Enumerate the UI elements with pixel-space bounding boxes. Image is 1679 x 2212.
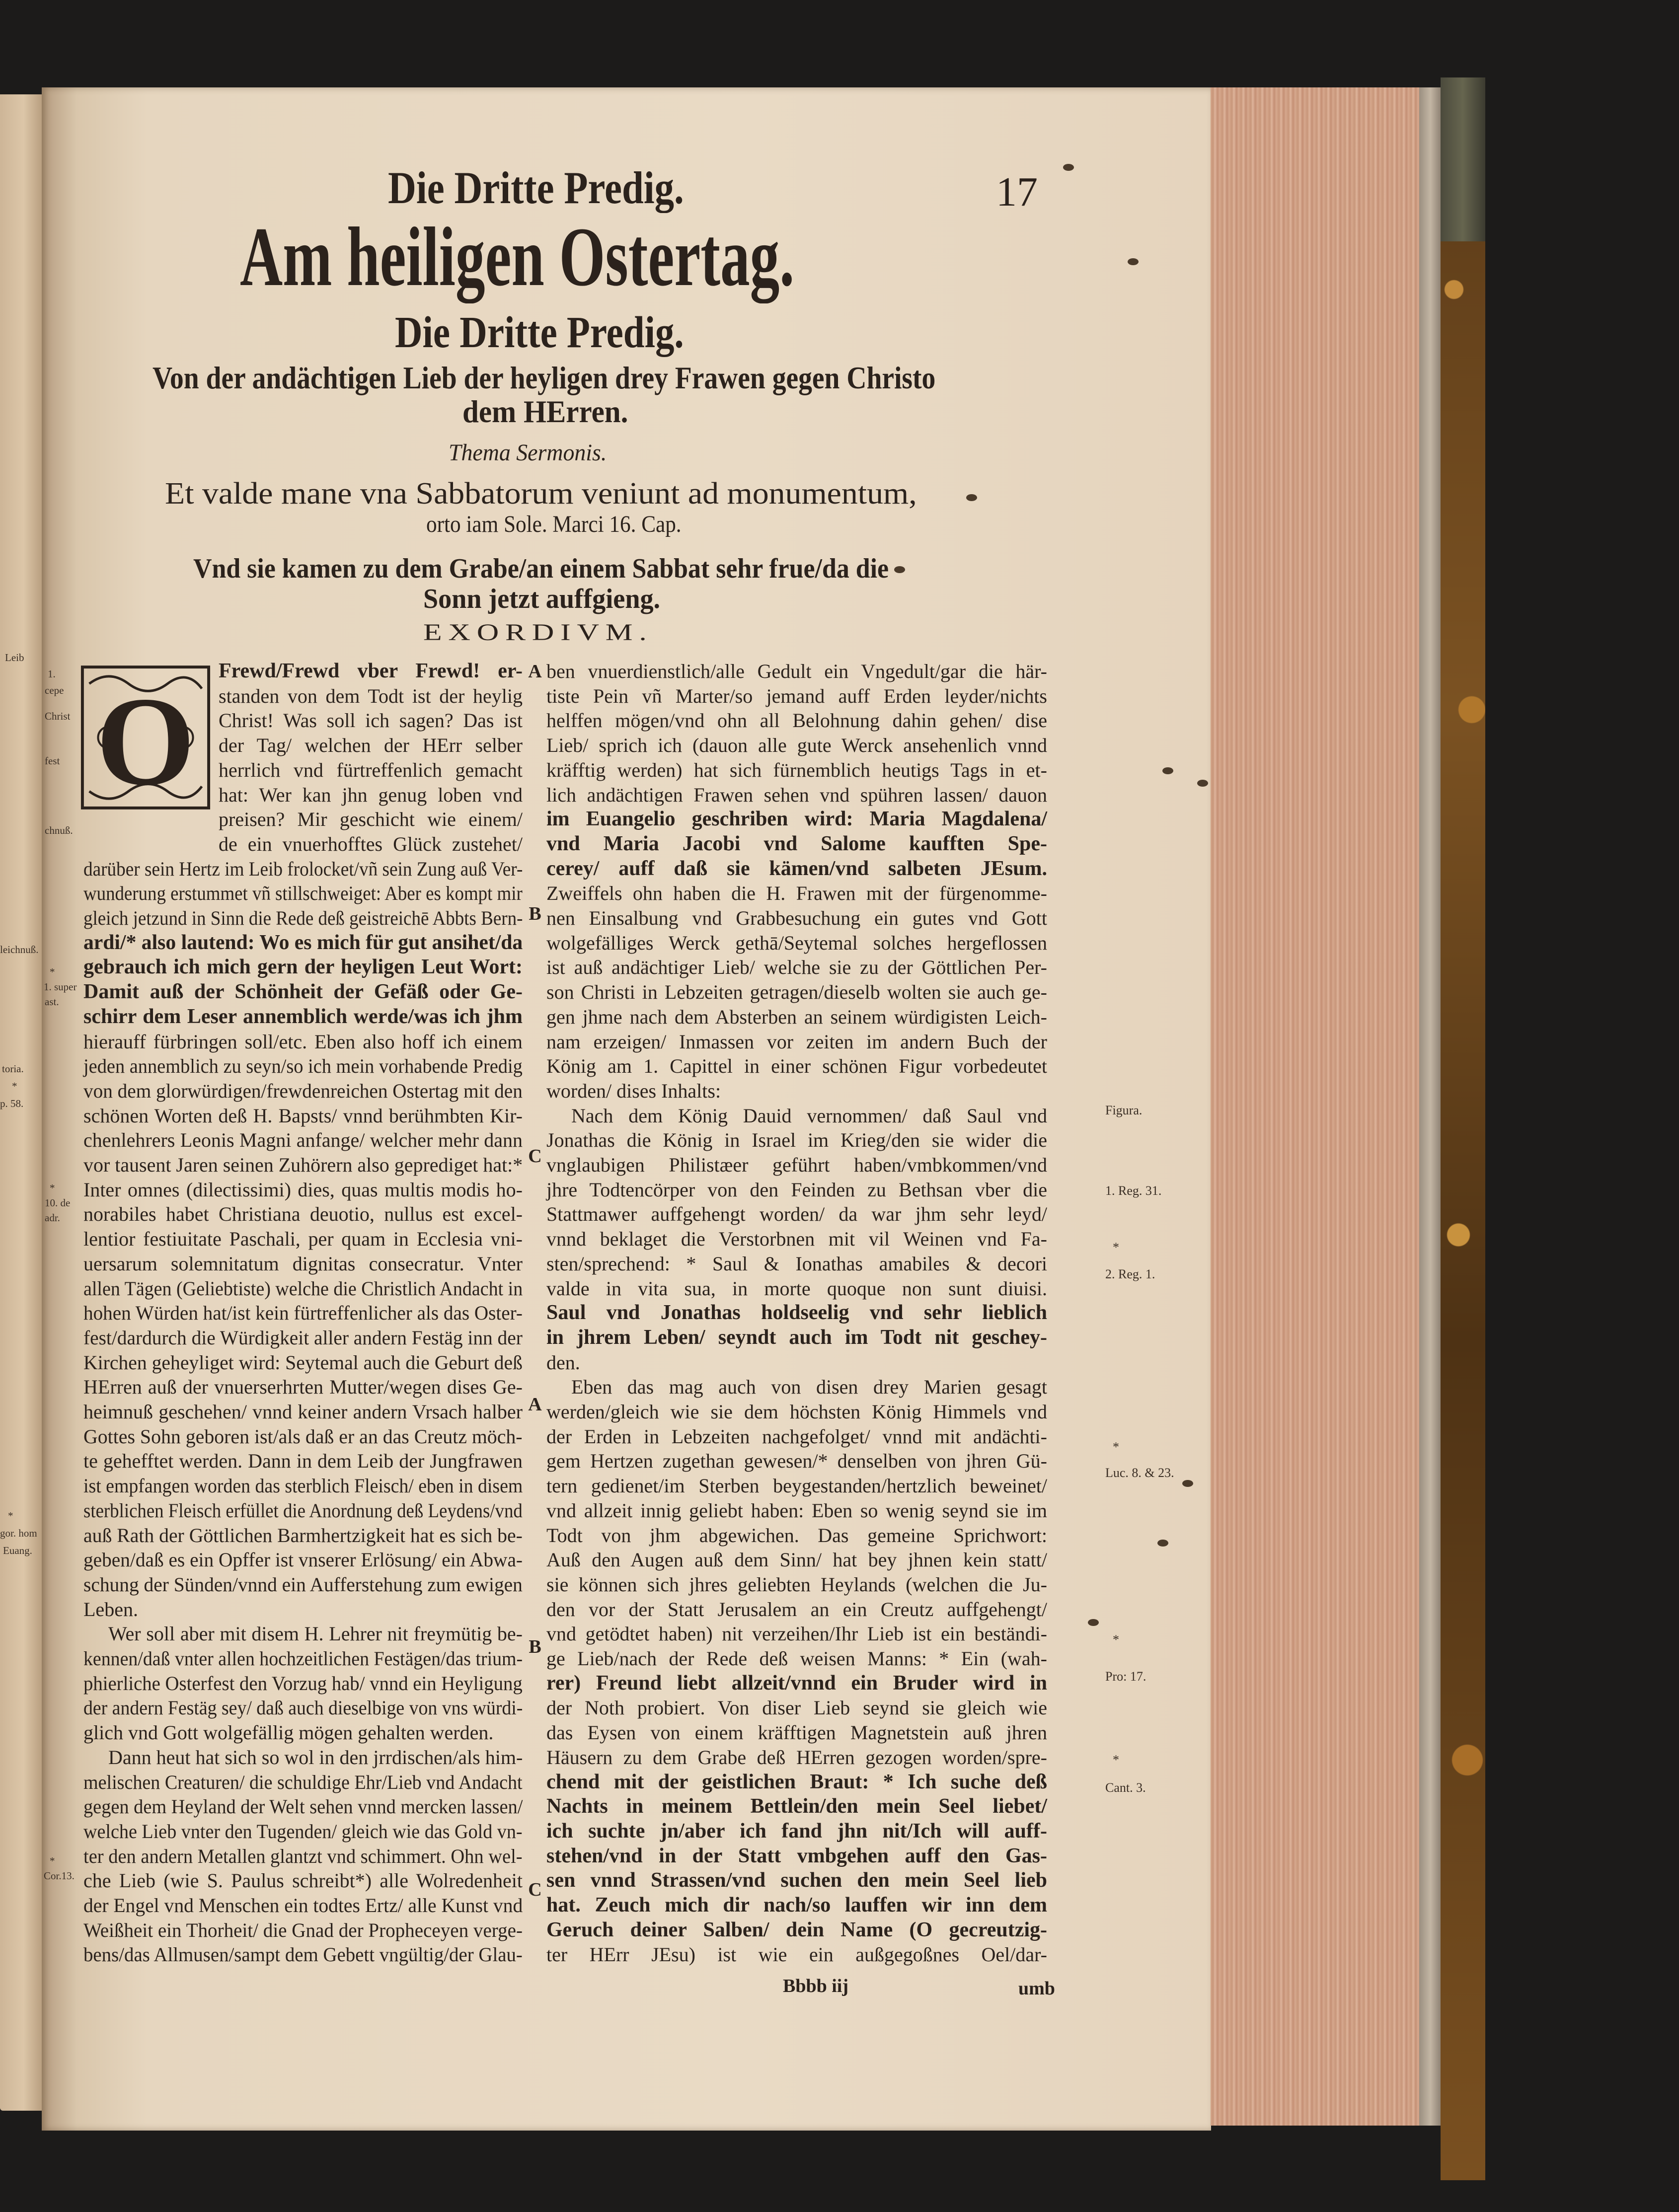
text-line: ist empfangen worden das sterblich Fleisch/ eben in disem (83, 1475, 523, 1497)
text-line: Kirchen geheyliget wird: Seytemal auch die Geburt deß (83, 1351, 523, 1374)
text-line: geben/daß es ein Opffer ist vnserer Erlösung/ ein Abwa- (83, 1548, 523, 1571)
text-line: darüber sein Hertz im Leib frolocket/vñ sein Zung auß Ver- (83, 857, 523, 880)
text-line: der Noth probiert. Von diser Lieb seynd sie gleich wie (546, 1696, 1047, 1719)
topic-line-2: dem HErren. (462, 394, 628, 429)
text-line: kräfftig werden) hat sich fürnemblich heutigs Tags in et- (546, 758, 1047, 781)
text-line: gen jhme nach dem Absterben an seinem würdigisten Leich- (546, 1005, 1047, 1028)
text-line: ben vnuerdienstlich/alle Gedult ein Vngedult/gar die här- (546, 660, 1047, 682)
text-line: schirr dem Leser annemblich werde/was ich jhm (83, 1005, 523, 1028)
section-mark: B (529, 903, 541, 924)
text-line: worden/ dises Inhalts: (546, 1079, 721, 1102)
text-line: in jhrem Leben/ seyndt auch im Todt nit geschey- (546, 1326, 1047, 1349)
text-line: der Tag/ welchen der HErr selber (219, 734, 523, 757)
text-line: König am 1. Capittel in einer schönen Figur vorbedeutet (546, 1055, 1047, 1078)
binding-band (1441, 77, 1485, 241)
text-line: hierauff fürbringen soll/etc. Eben also hoff ich einem (83, 1030, 523, 1053)
margin-note: chnuß. (45, 824, 73, 836)
text-line: heimnuß geschehen/ vnnd keiner andern Vrsach halber (83, 1401, 523, 1423)
text-line: der Engel vnd Menschen ein todtes Ertz/ alle Kunst vnd (83, 1894, 523, 1917)
text-line: jeden annemblich zu seyn/so ich mein vorhabende Predig (83, 1055, 523, 1078)
margin-note: cepe (45, 684, 64, 696)
text-line: schönen Worten deß H. Bapsts/ vnnd berühmbten Kir- (83, 1104, 523, 1127)
section-mark: C (528, 1879, 542, 1900)
text-line: tern gedienet/im Sterben beygestanden/hertzlich beweinet/ (546, 1475, 1047, 1497)
catchword: umb (1018, 1978, 1055, 1999)
text-line: Damit auß der Schönheit der Gefäß oder Ge- (83, 980, 523, 1004)
text-line: vnd allzeit innig geliebt haben: Eben so wenig seynd sie im (546, 1499, 1047, 1522)
wormhole (1063, 164, 1074, 171)
wormhole (1197, 780, 1208, 787)
text-line: chenlehrers Leonis Magni anfange/ welcher mehr dann (83, 1129, 523, 1152)
wormhole (966, 494, 977, 501)
text-line: Todt von jhm abgewichen. Das gemeine Sprichwort: (546, 1524, 1047, 1547)
margin-note: adr. (45, 1212, 60, 1224)
text-line: von dem glorwürdigen/frewdenreichen Ostertag mit den (83, 1079, 523, 1102)
margin-note: Figura. (1105, 1103, 1143, 1117)
text-line: standen von dem Todt ist der heylig (219, 684, 523, 707)
text-line: Christ! Was soll ich sagen? Das ist (219, 709, 523, 732)
text-line: ter HErr JEsu) ist wie ein außgegoßnes Oel/dar- (546, 1943, 1047, 1966)
text-line: nen Einsalbung vnd Grabbesuchung ein gutes vnd Gott (546, 907, 1047, 929)
text-line: allen Tägen (Geliebtiste) welche die Christlich Andacht in (83, 1277, 523, 1300)
text-line: werden/gleich wie sie dem höchsten König Himmels vnd (546, 1401, 1047, 1423)
text-line: Wer soll aber mit disem H. Lehrer nit freymütig be- (108, 1622, 523, 1645)
text-line: gegen dem Heyland der Welt sehen vnnd mercken lassen/ (83, 1795, 523, 1818)
text-line: Eben das mag auch von disen drey Marien gesagt (571, 1376, 1047, 1399)
text-line: vnglaubigen Philistæer geführt haben/vmbkommen/vnd (546, 1154, 1047, 1176)
wormhole (894, 566, 905, 573)
text-line: ardi/* also lautend: Wo es mich für gut ansihet/da (83, 931, 523, 954)
margin-note: Luc. 8. & 23. (1105, 1466, 1174, 1480)
text-line: sie können sich jhres geliebten Heylands (welchen die Ju- (546, 1573, 1047, 1596)
ornamental-initial-icon (79, 663, 212, 812)
margin-note: gor. hom (0, 1527, 37, 1539)
margin-note: Pro: 17. (1105, 1669, 1146, 1684)
margin-note: p. 58. (0, 1098, 24, 1109)
text-line: Leben. (83, 1598, 138, 1621)
margin-note: * (1113, 1753, 1119, 1767)
margin-note: Cor.13. (44, 1870, 75, 1882)
text-line: sten/sprechend: * Saul & Ionathas amabiles & decori (546, 1252, 1047, 1275)
text-line: phierliche Osterfest den Vorzug hab/ vnnd ein Heyligung (83, 1672, 523, 1695)
text-line: Lieb/ sprich ich (dauon alle gute Werck ansehenlich vnnd (546, 734, 1047, 757)
text-line: gebrauch ich mich gern der heyligen Leut Wort: (83, 956, 523, 979)
margin-note: 1. Reg. 31. (1105, 1183, 1162, 1198)
text-line: hohen Würden hat/ist kein fürtreffenlicher als das Oster- (83, 1302, 523, 1325)
text-line: nam erzeigen/ Inmassen vor zeiten im andern Buch der (546, 1030, 1047, 1053)
text-line: son Christi in Lebzeiten getragen/dieselb wolten sie auch ge- (546, 981, 1047, 1004)
text-line: cerey/ auff daß sie kämen/vnd salbeten JEsum. (546, 857, 1047, 880)
thema-latin-1: Et valde mane vna Sabbatorum veniunt ad monumentum, (165, 477, 917, 511)
text-line: Dann heut hat sich so wol in den jrrdischen/als him- (108, 1746, 523, 1769)
margin-note: fest (45, 755, 60, 767)
margin-note: leichnuß. (0, 944, 39, 956)
text-line: Weißheit ein Thorheit/ die Gnad der Propheceyen verge- (83, 1918, 523, 1941)
text-line: valde in vita sua, in morte quoque non sunt diuisi. (546, 1277, 1047, 1300)
thema-german-2: Sonn jetzt auffgieng. (423, 584, 661, 614)
running-title: Die Dritte Predig. (388, 162, 684, 213)
wormhole (1182, 1480, 1193, 1487)
margin-note: 1. super (44, 981, 77, 993)
text-line: Saul vnd Jonathas holdseelig vnd sehr lieblich (546, 1301, 1047, 1325)
text-line: sen vnnd Strassen/vnd suchen den mein Seel lieb (546, 1869, 1047, 1892)
margin-note: * (8, 1510, 13, 1522)
wormhole (1157, 1540, 1168, 1547)
text-line: te gehefftet werden. Dann in dem Leib der Jungfrawen (83, 1450, 523, 1473)
text-line: im Euangelio geschriben wird: Maria Magdalena/ (546, 808, 1047, 831)
text-line: das Eysen von einem kräfftigen Magnetstein auß jhren (546, 1721, 1047, 1744)
text-line: den vor der Statt Jerusalem an ein Creutz auffgehengt/ (546, 1598, 1047, 1621)
text-line: che Lieb (wie S. Paulus schreibt*) alle Wolredenheit (83, 1869, 523, 1892)
text-line: bens/das Allmusen/sampt dem Gebett vngültig/der Glau- (83, 1943, 523, 1966)
text-line: auß Rath der Göttlichen Barmhertzigkeit hat es sich be- (83, 1524, 523, 1547)
margin-note: Cant. 3. (1105, 1780, 1146, 1795)
text-line: norabiles habet Christiana deuotio, nullus est excel- (83, 1203, 523, 1226)
margin-note: toria. (2, 1063, 24, 1075)
margin-note: ast. (45, 996, 59, 1008)
drop-cap-letter: O (96, 671, 195, 812)
text-line: der Erden in Lebzeiten nachgefolget/ vnnd mit andächti- (546, 1425, 1047, 1448)
text-line: rer) Freund liebt allzeit/vnnd ein Bruder wird in (546, 1671, 1047, 1695)
text-line: ter den andern Metallen glantzt vnd schimmert. Ohn wel- (83, 1844, 523, 1867)
text-line: vnnd beklaget die Verstorbnen mit vil Weinen vnd Fa- (546, 1228, 1047, 1251)
text-line: ich suchte jn/aber ich fand jhn nit/Ich will auff- (546, 1819, 1047, 1843)
margin-note: * (50, 966, 55, 978)
text-line: wolgefälliges Werck gethā/Seytemal solches hergeflossen (546, 931, 1047, 954)
text-line: der andern Festäg sey/ daß auch dieselbige von vns würdi- (83, 1696, 523, 1719)
text-line: schung der Sünden/vnnd ein Aufferstehung zum ewigen (83, 1573, 523, 1596)
text-line: Gottes Sohn geboren ist/als daß er an das Creutz möch- (83, 1425, 523, 1448)
thema-german-1: Vnd sie kamen zu dem Grabe/an einem Sabbat sehr frue/da die (193, 553, 889, 584)
text-line: tiste Pein vñ Marter/so jemand auff Erden leyder/nichts (546, 684, 1047, 707)
text-line: welche Lieb vnter den Tugenden/ gleich wie das Gold vn- (83, 1820, 523, 1843)
text-line: fest/dardurch die Würdigkeit aller andern Festäg inn der (83, 1326, 523, 1349)
text-line: jhre Todtencörper von den Feinden zu Bethsan vber die (546, 1178, 1047, 1201)
text-line: glich vnd Gott wolgefällig mögen gehalten werden. (83, 1721, 494, 1744)
text-line: preisen? Mir geschicht wie einem/ (219, 808, 523, 831)
text-line: Häusern zu dem Grabe deß HErren gezogen worden/spre- (546, 1746, 1047, 1769)
text-line: stehen/vnd in der Statt vmbgehen auff den Gas- (546, 1844, 1047, 1867)
text-line: Stattmawer auffgehengt worden/ da war jhm sehr leyd/ (546, 1203, 1047, 1226)
text-line: ist auß andächtiger Lieb/ welche sie zu der Göttlichen Per- (546, 956, 1047, 979)
wormhole (1162, 767, 1173, 774)
thema-label: Thema Sermonis. (449, 440, 607, 466)
drop-cap (79, 663, 212, 812)
margin-note: Euang. (3, 1545, 32, 1556)
margin-note: * (12, 1080, 17, 1092)
text-line: Frewd/Frewd vber Frewd! er- (219, 660, 523, 682)
text-line: Geruch deiner Salben/ dein Name (O gecreutzig- (546, 1918, 1047, 1941)
text-line: gleich jetzund in Sinn die Rede deß geistreichē Abbts Bern- (83, 907, 523, 929)
text-line: Nachts in meinem Bettlein/den mein Seel liebet/ (546, 1795, 1047, 1818)
text-line: den. (546, 1351, 580, 1374)
section-mark: A (528, 1394, 542, 1415)
text-line: HErren auß der vnuerserhrten Mutter/wegen dises Ge- (83, 1376, 523, 1399)
thema-latin-2: orto iam Sole. Marci 16. Cap. (426, 511, 682, 537)
margin-note: Christ (45, 710, 71, 722)
text-line: wunderung erstummet vñ stillschweiget: Aber es kompt mir (83, 882, 523, 905)
margin-note: 10. de (45, 1197, 71, 1209)
sermon-subtitle: Die Dritte Predig. (395, 308, 684, 357)
text-line: chend mit der geistlichen Braut: * Ich suche deß (546, 1770, 1047, 1793)
text-line: ge Lieb/nach der Rede deß weisen Manns: * Ein (wah- (546, 1647, 1047, 1670)
margin-note: * (1113, 1632, 1119, 1647)
section-mark: B (529, 1636, 541, 1657)
text-line: vor tausent Jaren seinen Zuhörern also geprediget hat:* (83, 1154, 523, 1176)
text-line: sterblichen Fleisch erfüllet die Anordnung deß Leydens/vnd (83, 1499, 523, 1522)
text-line: vnd Maria Jacobi vnd Salome kaufften Spe- (546, 832, 1047, 855)
text-line: Jonathas die König in Israel im Krieg/den sie wider die (546, 1129, 1047, 1152)
text-line: hat. Zeuch mich dir nach/so lauffen wir inn dem (546, 1894, 1047, 1917)
section-mark: A (528, 661, 542, 682)
text-line: melischen Creaturen/ die schuldige Ehr/Lieb vnd Andacht (83, 1770, 523, 1793)
page-number: 17 (996, 169, 1038, 215)
text-line: Zweiffels ohn haben die H. Frawen mit der fürgenomme- (546, 882, 1047, 905)
margin-note: * (1113, 1240, 1119, 1254)
margin-note: Leib (5, 652, 24, 664)
wormhole (1128, 258, 1139, 265)
wormhole (1088, 1619, 1099, 1626)
margin-note: 1. (48, 668, 56, 680)
text-line: hat: Wer kan jhn genug loben vnd (219, 783, 523, 806)
page-title: Am heiligen Ostertag. (240, 210, 795, 303)
section-heading: EXORDIVM. (423, 619, 653, 646)
text-line: kennen/daß vnter allen hochzeitlichen Festägen/das trium- (83, 1647, 523, 1670)
text-line: de ein vnuerhofftes Glück zustehet/ (219, 832, 523, 855)
text-line: herrlich vnd fürtreffenlich gemacht (219, 758, 523, 781)
margin-note: * (50, 1855, 55, 1867)
text-line: gem Hertzen zugethan gewesen/* denselben von jhren Gü- (546, 1450, 1047, 1473)
text-line: Inter omnes (dilectissimi) dies, quas multis modis ho- (83, 1178, 523, 1201)
text-line: Nach dem König Dauid vernommen/ daß Saul vnd (571, 1104, 1047, 1127)
text-line: Auß den Augen auß dem Sinn/ hat bey jhnen kein statt/ (546, 1548, 1047, 1571)
marbled-cover-board (1441, 79, 1485, 2180)
page-fore-edge (1211, 87, 1419, 2126)
margin-note: 2. Reg. 1. (1105, 1267, 1155, 1281)
margin-note: * (50, 1182, 55, 1194)
margin-note: * (1113, 1440, 1119, 1454)
section-mark: C (528, 1146, 542, 1167)
signature-mark: Bbbb iij (783, 1976, 849, 1996)
text-line: lentior festiuitate Paschali, per quam in Ecclesia vni- (83, 1228, 523, 1251)
text-line: uersarum solemnitatum dignitas consecratur. Vnter (83, 1252, 523, 1275)
text-line: helffen mögen/vnd ohn all Belohnung dahin gehen/ dise (546, 709, 1047, 732)
topic-line-1: Von der andächtigen Lieb der heyligen drey Frawen gegen Christo (153, 360, 936, 395)
page-edge-shadow (1419, 87, 1442, 2126)
text-line: vnd getödtet haben) nit verzeihen/Ihr Lieb ist ein beständi- (546, 1622, 1047, 1645)
text-line: lich andächtigen Frawen sehen vnd spühren lassen/ dauon (546, 783, 1047, 806)
